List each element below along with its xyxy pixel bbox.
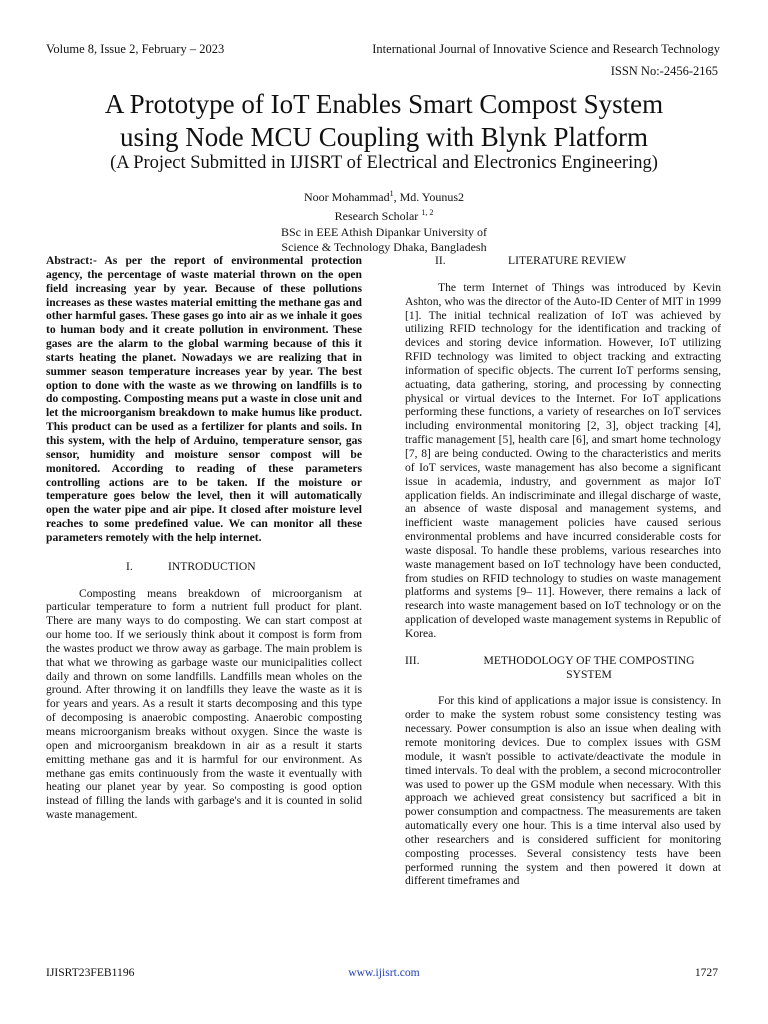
- methodology-body: For this kind of applications a major issue is consistency. In order to make the system robust some consistency testing was necessary. Power consumption is also an issue when dealing with remote monitoring devices. Due to complex issues with GSM module, it wasn't possible to activate/deactivate the module in timed intervals. To deal with the problem, a second microcontroller was used to power up the GSM module when necessary. With this approach we achieved great consistency but sacrificed a bit in power consumption and compactness. The measurements are taken automatically every one hour. This is a time interval also used by other researchers and is considered sufficient for monitoring composting processes. Several consistency tests have been performed running the system and then powered it down at different timeframes and: [405, 694, 721, 888]
- right-column: [405, 254, 721, 888]
- author-names: Noor Mohammad$^1$, Md. Younus2: [303, 189, 464, 204]
- affiliation-line-2: Science & Technology Dhaka, Bangladesh: [281, 239, 487, 254]
- issn: ISSN No:-2456-2165: [610, 64, 718, 78]
- section-heading-literature-review: II. LITERATURE REVIEW: [435, 254, 627, 267]
- journal-website-link[interactable]: www.ijisrt.com: [348, 966, 420, 979]
- page-number: 1727: [694, 966, 718, 979]
- abstract: Abstract:- As per the report of environmental protection agency, the percentage of waste material thrown on the open field increasing year by year. Because of these pollutions increases as these wastes material emitting the methane gas and other harmful gases. These gases go into air as we inhale it goes to human body and it create pollution in environment. These gases are the alarm to the global warming because of this it starts heating the planet. Nowadays we are realizing that in summer season temperature increases year by year. The best option to done with the waste as we throwing on landfills is to do composting. Composting means put a waste in close unit and let the microorganism breakdown to make humus like product. This product can be used as a fertilizer for plants and soils. In this system, with the help of Arduino, temperature sensor, gas sensor, humidity and moisture sensor compost will be monitored. According to reading of these parameters controlling actions are to be taken. If the moisture or temperature goes below the level, then it will automatically open the water pipe and air pipe. It closed after moisture level reaches to some predefined value. We can monitor all these parameters remotely with the help internet.: [46, 254, 362, 544]
- left-column: [46, 254, 362, 822]
- title-line-1: A Prototype of IoT Enables Smart Compost System: [104, 89, 664, 119]
- author-role: Research Scholar $^{1, 2}$: [334, 208, 434, 224]
- author-block: [200, 186, 568, 255]
- introduction-body: Composting means breakdown of microorganism at particular temperature to form a nutrient full product for plant. There are many ways to do composting. We can start compost at our home too. If we seriously think about it compost is form from the wastes product we throw away as garbage. The main problem is that what we throwing as garbage waste our municipalities collect daily and thrown on some landfills. Landfills mean wholes on the ground. After throwing it on landfills they leave the waste as it is for years and years. As a result it starts decomposing and this type of decomposing is anaerobic composting. Anaerobic composting means microorganism breaks without oxygen. Since the waste is open and microorganism breakdown in air as a result it starts emitting methane gas and it is harmful for our environment. As methane gas emits continuously from the waste it eventually with heating our planet year by year. So composting is good option instead of filling the lands with garbage's and it is counted in solid waste management.: [46, 586, 362, 822]
- paper-subtitle: (A Project Submitted in IJISRT of Electrical and Electronics Engineering): [110, 153, 658, 173]
- section-heading-introduction: I. INTRODUCTION: [126, 559, 256, 573]
- affiliation-line-1: BSc in EEE Athish Dipankar University of: [281, 224, 487, 239]
- paper-code: IJISRT23FEB1196: [46, 966, 135, 979]
- section-heading-methodology: III. METHODOLOGY OF THE COMPOSTING SYSTEM: [405, 653, 695, 681]
- title-line-2: using Node MCU Coupling with Blynk Platform: [119, 122, 649, 152]
- journal-name: International Journal of Innovative Science and Research Technology: [372, 42, 720, 56]
- volume-issue: Volume 8, Issue 2, February – 2023: [46, 42, 225, 56]
- paper-title: [20, 88, 748, 154]
- literature-review-body: The term Internet of Things was introduced by Kevin Ashton, who was the director of the Auto-ID Center of MIT in 1999 [1]. The initial technical realization of IoT was achieved by utilizing RFID technology for the identification and tracking of devices and storing device information. However, IoT utilizing RFID technology was limited to object tracking and extracting information of specific objects. The current IoT performs sensing, actuating, data gathering, storing, and processing by connecting physical or virtual devices to the Internet. For IoT applications performing these functions, a variety of researches on IoT services including environmental monitoring [2, 3], object tracking [4], traffic management [5], health care [6], and smart home technology [7, 8] are being conducted. Owing to the characteristics and merits of IoT services, waste management has also become a significant issue in academia, industry, and government as major IoT application fields. An indiscriminate and illegal discharge of waste, an absence of waste disposal and management systems, and inefficient waste management policies have caused serious environmental problems and have incurred considerable costs for waste disposal. To handle these problems, various researches into waste management based on IoT technology have been conducted, from studies on RFID technology to studies on waste management platforms and systems [9– 11]. However, there remains a lack of research into waste management based on IoT technology or on the application of developed waste management systems in Republic of Korea.: [405, 280, 721, 640]
